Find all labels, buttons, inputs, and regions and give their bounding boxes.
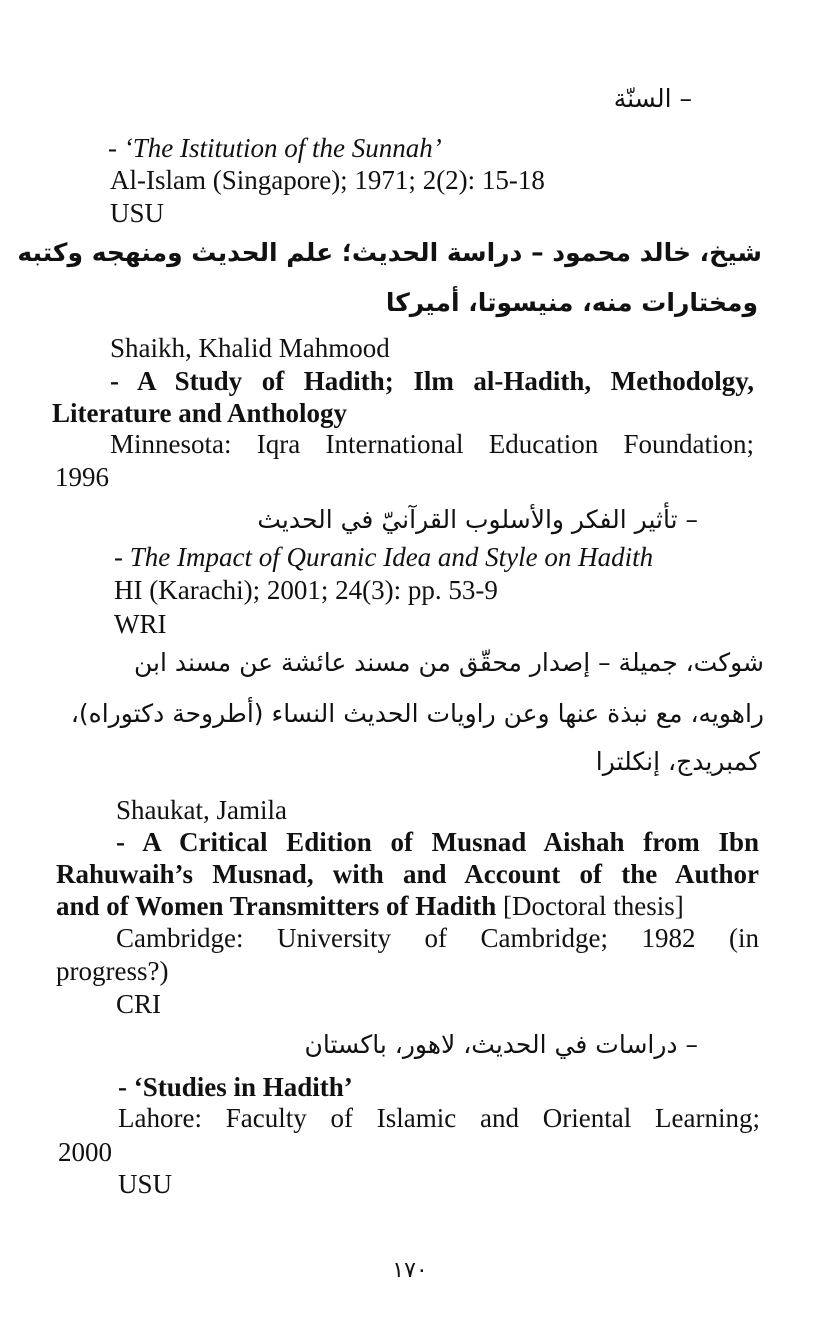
entry-4-title-line-3-text: and of Women Transmitters of Hadith <box>56 891 497 921</box>
entry-1-source: Al-Islam (Singapore); 1971; 2(2): 15-18 <box>110 165 545 195</box>
entry-2-title-line-2: Literature and Anthology <box>52 398 348 428</box>
entry-4-code: CRI <box>116 989 162 1019</box>
entry-4-author: Shaukat, Jamila <box>116 795 287 825</box>
entry-2-arabic-line-2: ومختارات منه، منيسوتا، أميركا <box>385 288 758 317</box>
entry-4-arabic-line-3: كمبريدج، إنكلترا <box>595 747 760 776</box>
entry-4-arabic-line-1: شوكت، جميلة – إصدار محقّق من مسند عائشة عن مسند ابن <box>133 648 764 677</box>
entry-4-title-line-1: - A Critical Edition of Musnad Aishah from Ibn <box>116 827 759 857</box>
entry-5-code: USU <box>118 1169 173 1199</box>
entry-2-arabic-line-1: شيخ، خالد محمود – دراسة الحديث؛ علم الحديث ومنهجه وكتبه <box>17 238 762 267</box>
page-number: ١٧٠ <box>392 1258 428 1283</box>
entry-2-pub-line-1: Minnesota: Iqra International Education Foundation; <box>110 429 754 459</box>
entry-5-title: - ‘Studies in Hadith’ <box>118 1072 353 1102</box>
entry-4-pub-line-2: progress?) <box>56 956 169 986</box>
entry-1-title: - ‘The Istitution of the Sunnah’ <box>108 133 442 163</box>
entry-4-pub-line-1: Cambridge: University of Cambridge; 1982 (in <box>116 923 759 953</box>
entry-1-code: USU <box>110 198 165 228</box>
entry-2-pub-line-2: 1996 <box>55 462 109 492</box>
entry-4-title-line-3 <box>56 890 684 922</box>
entry-3-source: HI (Karachi); 2001; 24(3): pp. 53-9 <box>114 575 498 605</box>
entry-3-title: - The Impact of Quranic Idea and Style on Hadith <box>114 542 654 572</box>
entry-5-pub-line-2: 2000 <box>58 1137 112 1167</box>
entry-2-author: Shaikh, Khalid Mahmood <box>110 333 390 363</box>
section-header-arabic: – السنّة <box>613 84 692 113</box>
entry-5-pub-line-1: Lahore: Faculty of Islamic and Oriental Learning; <box>118 1103 760 1133</box>
entry-4-arabic-line-2: راهويه، مع نبذة عنها وعن راويات الحديث النساء (أطروحة دكتوراه)، <box>70 699 764 728</box>
entry-5-arabic-line-1: – دراسات في الحديث، لاهور، باكستان <box>304 1030 698 1059</box>
entry-4-title-line-2: Rahuwaih’s Musnad, with and Account of the Author <box>56 859 759 889</box>
entry-2-title-line-1: - A Study of Hadith; Ilm al-Hadith, Methodolgy, <box>110 366 754 396</box>
entry-3-arabic-line-1: – تأثير الفكر والأسلوب القرآنيّ في الحديث <box>257 505 698 534</box>
entry-4-title-note: [Doctoral thesis] <box>496 891 684 921</box>
entry-3-code: WRI <box>114 609 167 639</box>
